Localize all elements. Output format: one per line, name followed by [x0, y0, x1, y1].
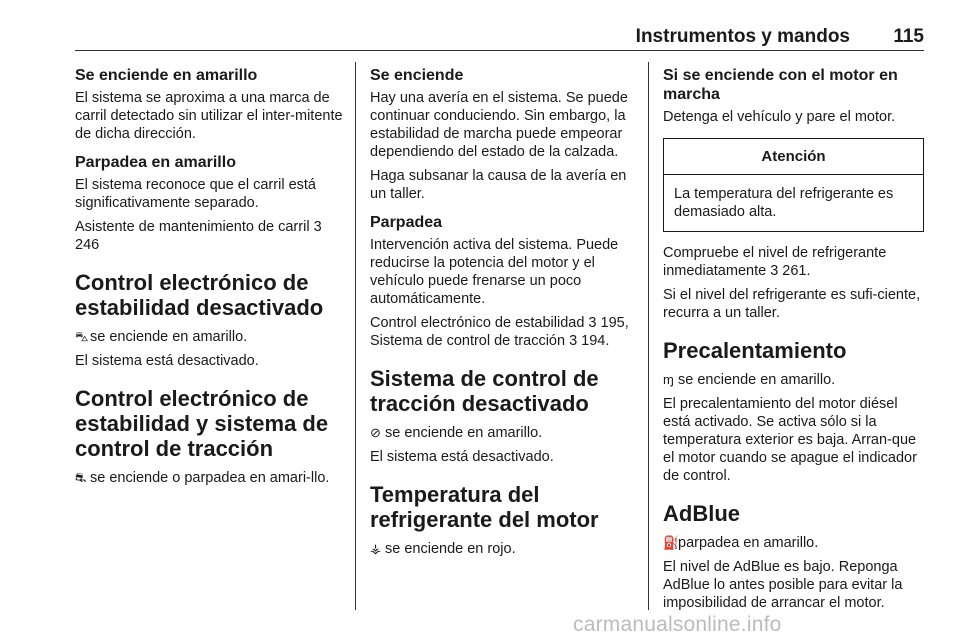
page-title: Instrumentos y mandos: [635, 26, 850, 47]
paragraph: El sistema reconoce que el carril está significativamente separado.: [75, 177, 316, 211]
section-heading: Si se enciende con el motor en marcha: [663, 67, 898, 103]
header-rule: [75, 50, 924, 51]
cross-reference[interactable]: Compruebe el nivel de refrigerante inmediatamente 3 261.: [663, 245, 887, 279]
attention-text: La temperatura del refrigerante es demasiado alta.: [674, 186, 894, 220]
page-number: 115: [893, 26, 924, 47]
section-heading: Control electrónico de estabilidad desactivado: [75, 270, 324, 320]
paragraph: Detenga el vehículo y pare el motor.: [663, 109, 896, 125]
paragraph: ⚶ se enciende en rojo.: [370, 541, 516, 557]
section-heading: Precalentamiento: [663, 338, 847, 363]
paragraph: ɱ se enciende en amarillo.: [663, 372, 836, 388]
section-heading: Temperatura del refrigerante del motor: [370, 482, 599, 532]
cross-reference[interactable]: Control electrónico de estabilidad 3 195, Sistema de control de tracción 3 194.: [370, 315, 629, 349]
column-divider-1: [355, 62, 356, 610]
cross-reference[interactable]: Asistente de mantenimiento de carril 3 246: [75, 219, 322, 253]
paragraph: ⛽parpadea en amarillo.: [663, 535, 819, 551]
paragraph: Intervención activa del sistema. Puede reducirse la potencia del motor y el vehículo puede frenarse un poco automáticamente.: [370, 237, 619, 307]
coolant-temperature-icon: ⚶: [370, 541, 382, 556]
section-heading: AdBlue: [663, 501, 740, 526]
paragraph: ⊘ se enciende en amarillo.: [370, 425, 543, 441]
column-divider-2: [648, 62, 649, 610]
paragraph: El precalentamiento del motor diésel está activado. Se activa sólo si la temperatura exterior es baja. Arran-que el motor cuando se apague el indicador de control.: [663, 396, 917, 484]
tc-off-icon: ⊘: [370, 425, 381, 440]
column-3: [663, 62, 924, 618]
section-heading: Se enciende: [370, 67, 464, 84]
paragraph: Hay una avería en el sistema. Se puede continuar conduciendo. Sin embargo, la estabilidad de marcha puede empeorar dependiendo del estado de la calzada.: [370, 90, 628, 160]
attention-title: Atención: [664, 139, 923, 175]
attention-box: [663, 138, 924, 232]
adblue-icon: ⛽: [663, 535, 680, 550]
section-heading: Parpadea en amarillo: [75, 154, 236, 171]
paragraph: El sistema está desactivado.: [75, 353, 259, 369]
page-header: [75, 26, 924, 48]
paragraph: El nivel de AdBlue es bajo. Reponga AdBlue lo antes posible para evitar la imposibilidad de arrancar el motor.: [663, 559, 903, 611]
column-2: [370, 62, 634, 564]
esc-off-icon: ⛍: [75, 329, 89, 344]
paragraph: Haga subsanar la causa de la avería en un taller.: [370, 168, 627, 202]
section-heading: Sistema de control de tracción desactivado: [370, 366, 599, 416]
watermark: carmanualsonline.info: [573, 613, 782, 636]
glow-plug-icon: ɱ: [663, 372, 674, 387]
paragraph: Si el nivel del refrigerante es sufi-ciente, recurra a un taller.: [663, 287, 921, 321]
column-1: [75, 62, 345, 493]
paragraph: El sistema está desactivado.: [370, 449, 554, 465]
paragraph: El sistema se aproxima a una marca de carril detectado sin utilizar el inter-mitente de dicha dirección.: [75, 90, 343, 142]
paragraph: ⛐ se enciende o parpadea en amari-llo.: [75, 470, 330, 486]
section-heading: Se enciende en amarillo: [75, 67, 258, 84]
section-heading: Parpadea: [370, 214, 443, 231]
paragraph: ⛍ se enciende en amarillo.: [75, 329, 248, 345]
section-heading: Control electrónico de estabilidad y sistema de control de tracción: [75, 386, 329, 461]
esc-tc-icon: ⛐: [75, 470, 87, 485]
